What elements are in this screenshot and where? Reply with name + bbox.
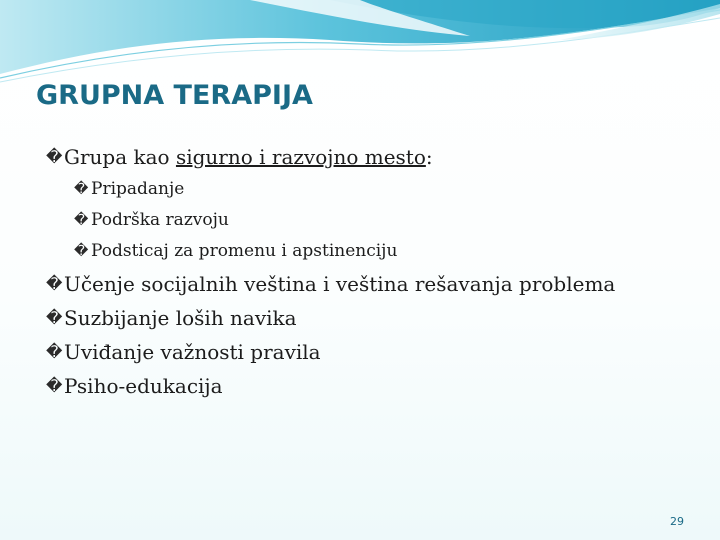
list-item-text: Suzbijanje loših navika (64, 306, 297, 330)
bullet-icon: � (46, 308, 63, 327)
bullet-icon: � (46, 376, 63, 395)
header-wave-decoration (0, 0, 720, 90)
list-item (46, 369, 706, 403)
list-item (46, 267, 706, 301)
page-number: 29 (670, 515, 684, 528)
sub-list-item (46, 236, 706, 267)
list-item (46, 335, 706, 369)
sub-list-item-text: Podrška razvoju (91, 210, 229, 230)
sub-list-item-text: Podsticaj za promenu i apstinenciju (91, 241, 398, 261)
sub-list-item (46, 205, 706, 236)
sub-bullet-icon: � (74, 243, 89, 259)
bullet-icon: � (46, 147, 63, 166)
sub-list-item-text: Pripadanje (91, 179, 185, 199)
list-item-text: Grupa kao sigurno i razvojno mesto: (64, 145, 433, 169)
sub-bullet-icon: � (74, 181, 89, 197)
list-item-text: Učenje socijalnih veština i veština rešavanja problema (64, 272, 616, 296)
bullet-list (46, 140, 706, 403)
list-item-text: Uviđanje važnosti pravila (64, 340, 321, 364)
sub-bullet-icon: � (74, 212, 89, 228)
list-item-text: Psiho-edukacija (64, 374, 223, 398)
bullet-icon: � (46, 274, 63, 293)
slide-title: GRUPNA TERAPIJA (36, 80, 313, 111)
sub-list-item (46, 174, 706, 205)
list-item (46, 301, 706, 335)
list-item (46, 140, 706, 174)
bullet-icon: � (46, 342, 63, 361)
